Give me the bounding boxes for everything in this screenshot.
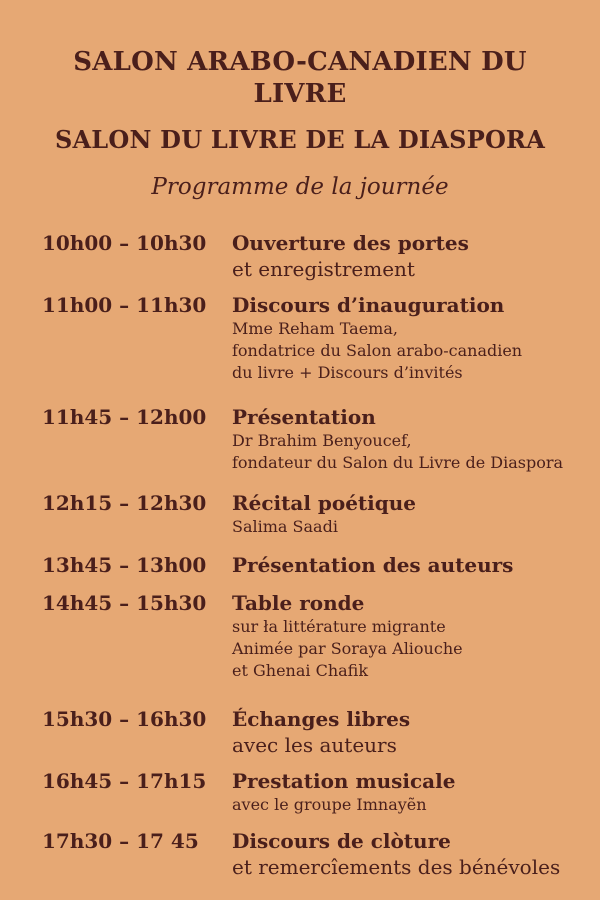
schedule-time: 11h45 – 12h00 — [42, 405, 207, 429]
schedule-time: 15h30 – 16h30 — [42, 707, 207, 731]
event-detail: Mme Reham Taema, — [232, 319, 398, 338]
event-detail: et Ghenai Chafik — [232, 661, 369, 680]
event-detail: Dr Brahim Benyoucef, — [232, 431, 412, 450]
schedule-event — [232, 230, 592, 282]
schedule-event — [232, 404, 592, 474]
event-detail: Animée par Soraya Aliouche — [232, 639, 463, 658]
event-detail: sur ła littérature migrante — [232, 617, 446, 636]
schedule-event — [232, 490, 592, 538]
poster-title: SALON ARABO-CANADIEN DU LIVRE — [73, 47, 527, 109]
schedule-time: 17h30 – 17 45 — [42, 829, 199, 853]
event-title: Présentation — [232, 405, 376, 429]
event-title: Échanges libres — [232, 707, 411, 731]
event-detail: fondatrice du Salon arabo-canadien — [232, 341, 523, 360]
schedule-time: 14h45 – 15h30 — [42, 591, 207, 615]
event-detail: Salima Saadi — [232, 517, 338, 536]
event-title: avec les auteurs — [232, 733, 397, 757]
schedule-event — [232, 590, 592, 682]
event-detail: fondateur du Salon du Livre de Diaspora — [232, 453, 564, 472]
schedule-time: 12h15 – 12h30 — [42, 491, 207, 515]
schedule-time: 16h45 – 17h15 — [42, 769, 207, 793]
event-title: Discours de clòture — [232, 829, 451, 853]
event-title: Discours d’inauguration — [232, 293, 505, 317]
schedule-time: 11h00 – 11h30 — [42, 293, 207, 317]
poster-subtitle-organization: SALON DU LIVRE DE LA DIASPORA — [54, 125, 546, 154]
event-title: Prestation musicale — [232, 769, 456, 793]
schedule-event — [232, 828, 592, 880]
event-title: Récital poétique — [232, 491, 417, 515]
event-detail: du livre + Discours d’invités — [232, 363, 463, 382]
event-title: et enregistrement — [232, 257, 415, 281]
event-title: Table ronde — [232, 591, 365, 615]
event-title: Présentation des auteurs — [232, 553, 514, 577]
schedule-event — [232, 706, 592, 758]
schedule-time: 13h45 – 13h00 — [42, 553, 207, 577]
event-detail: avec le groupe Imnayẽn — [232, 795, 427, 814]
schedule-event — [232, 292, 592, 384]
schedule-event — [232, 552, 592, 578]
schedule-time: 10h00 – 10h30 — [42, 231, 207, 255]
event-title: Ouverture des portes — [232, 231, 469, 255]
event-title: et remercîements des bénévoles — [232, 855, 561, 879]
program-heading: Programme de la journée — [151, 174, 449, 200]
schedule-event — [232, 768, 592, 816]
